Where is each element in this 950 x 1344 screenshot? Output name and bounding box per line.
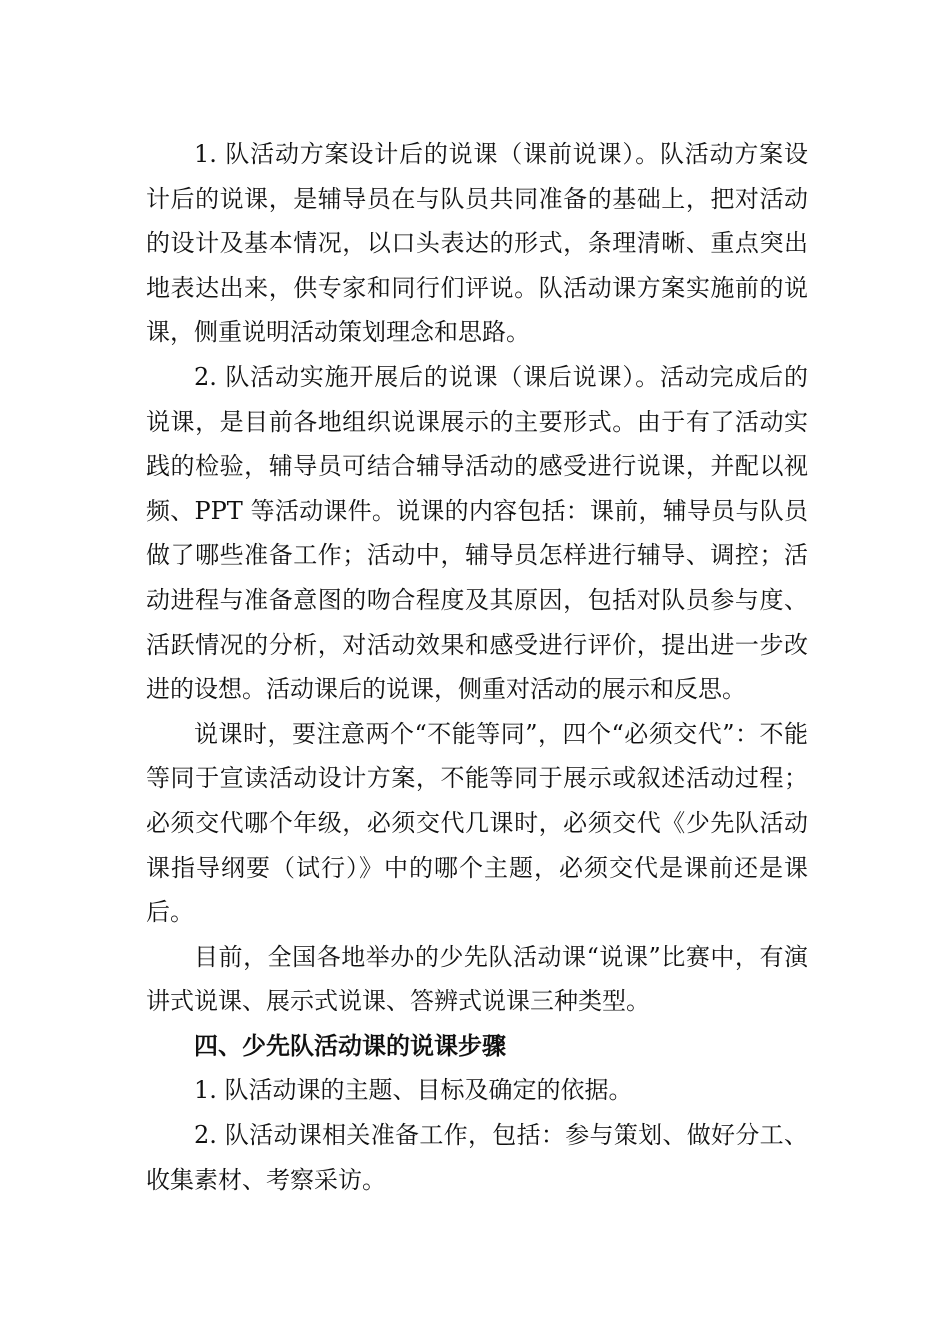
document-body <box>146 132 808 1202</box>
section-heading: 四、少先队活动课的说课步骤 <box>194 1031 506 1060</box>
paragraph-requirements: 说课时，要注意两个“不能等同”，四个“必须交代”：不能等同于宣读活动设计方案，不能等同于展示或叙述活动过程；必须交代哪个年级，必须交代几课时，必须交代《少先队活动课指导纲要（试行）》中的哪个主题，必须交代是课前还是课后。 <box>146 719 808 927</box>
paragraph-post-class-talk: 2. 队活动实施开展后的说课（课后说课）。活动完成后的说课，是目前各地组织说课展示的主要形式。由于有了活动实践的检验，辅导员可结合辅导活动的感受进行说课，并配以视频、PPT 等活动课件。说课的内容包括：课前，辅导员与队员做了哪些准备工作；活动中，辅导员怎样进行辅导、调控；活动进程与准备意图的吻合程度及其原因，包括对队员参与度、活跃情况的分析，对活动效果和感受进行评价，提出进一步改进的设想。活动课后的说课，侧重对活动的展示和反思。 <box>146 362 808 704</box>
paragraph-types: 目前，全国各地举办的少先队活动课“说课”比赛中，有演讲式说课、展示式说课、答辨式说课三种类型。 <box>146 942 808 1016</box>
paragraph-pre-class-talk: 1. 队活动方案设计后的说课（课前说课）。队活动方案设计后的说课，是辅导员在与队员共同准备的基础上，把对活动的设计及基本情况，以口头表达的形式，条理清晰、重点突出地表达出来，供专家和同行们评说。队活动课方案实施前的说课，侧重说明活动策划理念和思路。 <box>146 140 808 347</box>
step-item: 1. 队活动课的主题、目标及确定的依据。 <box>194 1076 633 1105</box>
step-item: 2. 队活动课相关准备工作，包括：参与策划、做好分工、收集素材、考察采访。 <box>146 1121 808 1194</box>
